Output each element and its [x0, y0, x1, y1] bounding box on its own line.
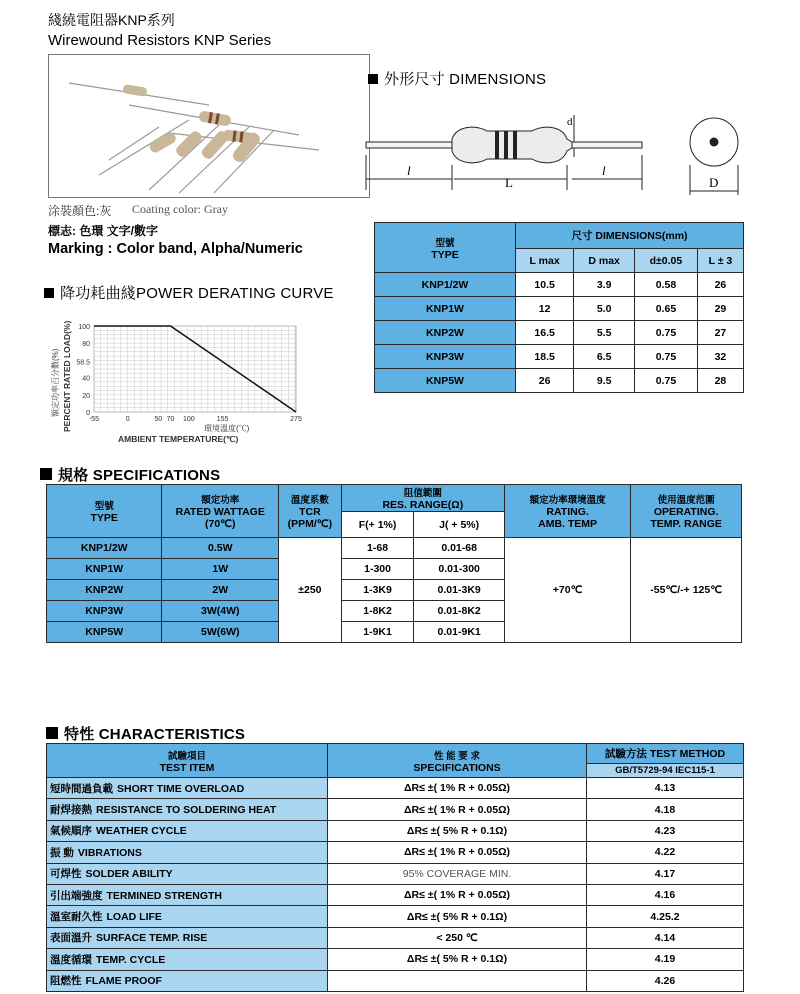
char-item-en: VIBRATIONS	[77, 846, 142, 859]
y-tick-label: 20	[82, 392, 90, 400]
char-item-cn: 表面溫升	[50, 932, 92, 945]
dim-cell: 10.5	[516, 273, 574, 297]
dim-cell: 16.5	[516, 321, 574, 345]
title-en: Wirewound Resistors KNP Series	[48, 32, 272, 49]
char-item-en: SHORT TIME OVERLOAD	[117, 782, 245, 795]
y-tick-label: 40	[82, 375, 90, 383]
table-row	[47, 927, 744, 948]
dim-type-header: 型號 TYPE	[375, 223, 516, 273]
table-row	[375, 345, 744, 369]
char-item-cn: 氣候順序	[50, 825, 92, 838]
bullet-square-icon	[40, 468, 52, 480]
bullet-square-icon	[44, 288, 54, 298]
char-item-en: RESISTANCE TO SOLDERING HEAT	[96, 804, 277, 817]
char-item-cell	[47, 820, 328, 841]
table-row	[47, 949, 744, 970]
dim-cell: 0.75	[635, 321, 698, 345]
x-tick-label: 155	[216, 416, 229, 423]
spec-operating-header: 使用溫度范圍 OPERATING. TEMP. RANGE	[631, 485, 742, 538]
spec-tcr-header: 溫度系數 TCR (PPM/℃)	[279, 485, 342, 538]
marking-en: Marking : Color band, Alpha/Numeric	[48, 241, 303, 257]
table-row	[375, 369, 744, 393]
char-item-cell	[47, 842, 328, 863]
char-method-cell: 4.26	[587, 970, 744, 991]
char-item-cell	[47, 927, 328, 948]
dim-dims-header: 尺寸 DIMENSIONS(mm)	[516, 223, 744, 249]
dim-cell: 26	[516, 369, 574, 393]
dim-type-cell: KNP2W	[375, 321, 516, 345]
coating-cn: 涂裝顏色:灰	[48, 204, 112, 218]
spec-type-header: 型號 TYPE	[47, 485, 162, 538]
char-method-header: 試驗方法 TEST METHOD	[587, 744, 744, 764]
x-axis-label: AMBIENT TEMPERATURE(℃)	[118, 434, 239, 444]
char-item-en: TERMINED STRENGTH	[106, 889, 222, 902]
char-item-cn: 耐焊接熱	[50, 804, 92, 817]
char-item-cell	[47, 863, 328, 884]
dim-cell: 28	[697, 369, 743, 393]
char-spec-cell: ΔR≤ ±( 1% R + 0.05Ω)	[328, 778, 587, 799]
dimension-drawing	[362, 95, 752, 215]
char-item-cell	[47, 884, 328, 905]
x-axis-label-cn: 環境溫度(℃)	[204, 424, 250, 433]
char-item-cell	[47, 799, 328, 820]
marking-cn: 標志: 色環 文字/數字	[48, 224, 158, 238]
x-tick-label: -55	[88, 416, 100, 423]
char-item-cn: 溫度循環	[50, 953, 92, 966]
spec-watt-cell: 2W	[162, 580, 279, 601]
char-method-cell: 4.18	[587, 799, 744, 820]
table-row	[47, 778, 744, 799]
dim-cell: 0.58	[635, 273, 698, 297]
specs-heading: 規格 SPECIFICATIONS	[40, 464, 220, 485]
x-tick-label: 275	[290, 416, 302, 423]
spec-watt-cell: 3W(4W)	[162, 601, 279, 622]
spec-type-cell: KNP3W	[47, 601, 162, 622]
char-spec-cell: ΔR≤ ±( 5% R + 0.1Ω)	[328, 949, 587, 970]
spec-type-cell: KNP5W	[47, 622, 162, 643]
dim-L: L	[505, 175, 513, 190]
dim-D: D	[709, 175, 719, 190]
table-row	[375, 321, 744, 345]
dim-l-right: l	[602, 163, 606, 178]
char-item-cell	[47, 970, 328, 991]
table-row	[47, 884, 744, 905]
dim-cell: 12	[516, 297, 574, 321]
dim-cell: 0.65	[635, 297, 698, 321]
char-method-cell: 4.22	[587, 842, 744, 863]
spec-type-cell: KNP1/2W	[47, 538, 162, 559]
char-item-en: FLAME PROOF	[85, 975, 162, 988]
dim-type-cell: KNP5W	[375, 369, 516, 393]
char-item-en: LOAD LIFE	[106, 911, 162, 924]
char-spec-header: 性 能 要 求 SPECIFICATIONS	[328, 744, 587, 778]
y-tick-label: 100	[78, 324, 90, 331]
x-tick-label: 70	[166, 416, 175, 423]
coating-en: Coating color: Gray	[132, 202, 228, 216]
dim-cell: 27	[697, 321, 743, 345]
dim-d: d	[567, 116, 573, 128]
char-method-cell: 4.23	[587, 820, 744, 841]
title-cn: 綫繞電阻器KNP系列	[48, 12, 175, 28]
char-item-cn: 阻燃性	[50, 975, 82, 988]
char-item-en: WEATHER CYCLE	[96, 825, 187, 838]
resistors-illustration	[49, 55, 369, 197]
char-spec-cell: ΔR≤ ±( 5% R + 0.1Ω)	[328, 906, 587, 927]
dim-col-header: L ± 3	[697, 249, 743, 273]
dim-cell: 26	[697, 273, 743, 297]
spec-wattage-header: 額定功率 RATED WATTAGE (70℃)	[162, 485, 279, 538]
y-tick-label: 80	[82, 341, 90, 349]
table-row	[47, 842, 744, 863]
spec-type-cell: KNP2W	[47, 580, 162, 601]
char-method-cell: 4.16	[587, 884, 744, 905]
dim-col-header: d±0.05	[635, 249, 698, 273]
char-item-cell	[47, 949, 328, 970]
spec-operating-cell: -55℃/-+ 125℃	[631, 538, 742, 643]
char-spec-cell: < 250 ℃	[328, 927, 587, 948]
char-spec-cell: 95% COVERAGE MIN.	[328, 863, 587, 884]
spec-rating-cell: +70℃	[504, 538, 630, 643]
derating-chart	[44, 302, 344, 450]
spec-f-cell: 1-300	[341, 559, 414, 580]
spec-f-cell: 1-68	[341, 538, 414, 559]
table-row	[47, 970, 744, 991]
char-item-header: 試驗項目 TEST ITEM	[47, 744, 328, 778]
char-item-cell	[47, 906, 328, 927]
spec-watt-cell: 5W(6W)	[162, 622, 279, 643]
dim-cell: 9.5	[574, 369, 635, 393]
char-method-std: GB/T5729-94 IEC115-1	[587, 764, 744, 778]
char-item-cn: 溫室耐久性	[50, 911, 103, 924]
y-tick-label: 0	[86, 410, 90, 417]
spec-j-cell: 0.01-8K2	[414, 601, 505, 622]
char-method-cell: 4.25.2	[587, 906, 744, 927]
dim-cell: 5.0	[574, 297, 635, 321]
spec-f-cell: 1-3K9	[341, 580, 414, 601]
spec-rating-header: 額定功率環境溫度 RATING. AMB. TEMP	[504, 485, 630, 538]
dim-cell: 18.5	[516, 345, 574, 369]
x-tick-label: 50	[154, 416, 163, 423]
char-spec-cell: ΔR≤ ±( 1% R + 0.05Ω)	[328, 842, 587, 863]
char-item-cn: 可焊性	[50, 868, 82, 881]
specs-table	[46, 484, 742, 643]
spec-f-cell: 1-9K1	[341, 622, 414, 643]
dimensions-table	[374, 222, 744, 393]
char-spec-cell: ΔR≤ ±( 1% R + 0.05Ω)	[328, 799, 587, 820]
dim-cell: 0.75	[635, 345, 698, 369]
spec-tcr-cell: ±250	[279, 538, 342, 643]
char-spec-cell: ΔR≤ ±( 1% R + 0.05Ω)	[328, 884, 587, 905]
dim-type-cell: KNP3W	[375, 345, 516, 369]
bullet-square-icon	[368, 74, 378, 84]
dim-cell: 0.75	[635, 369, 698, 393]
y-axis-label-cn: 額定功率百分數(%)	[51, 348, 60, 417]
dim-col-header: L max	[516, 249, 574, 273]
spec-j-cell: 0.01-68	[414, 538, 505, 559]
table-row	[47, 799, 744, 820]
spec-range-header: 阻值範圍 RES. RANGE(Ω)	[341, 485, 504, 512]
spec-watt-cell: 0.5W	[162, 538, 279, 559]
spec-type-cell: KNP1W	[47, 559, 162, 580]
dim-cell: 6.5	[574, 345, 635, 369]
y-tick-label: 58.5	[76, 359, 90, 367]
char-item-cn: 短時間過負載	[50, 782, 113, 795]
char-item-en: SURFACE TEMP. RISE	[96, 932, 208, 945]
char-item-en: SOLDER ABILITY	[85, 868, 173, 881]
table-row	[375, 273, 744, 297]
spec-watt-cell: 1W	[162, 559, 279, 580]
char-spec-cell: ΔR≤ ±( 5% R + 0.1Ω)	[328, 820, 587, 841]
dim-cell: 32	[697, 345, 743, 369]
spec-j-cell: 0.01-300	[414, 559, 505, 580]
dim-cell: 5.5	[574, 321, 635, 345]
dim-col-header: D max	[574, 249, 635, 273]
table-row	[47, 863, 744, 884]
char-method-cell: 4.17	[587, 863, 744, 884]
dim-l-left: l	[407, 163, 411, 178]
dim-type-cell: KNP1W	[375, 297, 516, 321]
characteristics-table	[46, 743, 744, 992]
x-tick-label: 100	[183, 416, 195, 423]
dim-cell: 29	[697, 297, 743, 321]
bullet-square-icon	[46, 727, 58, 739]
char-method-cell: 4.13	[587, 778, 744, 799]
char-item-cell	[47, 778, 328, 799]
y-axis-label: PERCENT RATED LOAD(%)	[62, 320, 72, 432]
table-row	[47, 820, 744, 841]
char-item-cn: 引出端強度	[50, 889, 103, 902]
char-item-cn: 振 動	[50, 846, 74, 859]
table-row	[375, 297, 744, 321]
spec-j-cell: 0.01-3K9	[414, 580, 505, 601]
derating-heading: 降功耗曲綫POWER DERATING CURVE	[44, 282, 334, 303]
char-method-cell: 4.14	[587, 927, 744, 948]
char-item-en: TEMP. CYCLE	[96, 953, 166, 966]
spec-f-header: F(+ 1%)	[341, 512, 414, 538]
spec-j-header: J( + 5%)	[414, 512, 505, 538]
table-row	[47, 538, 742, 559]
characteristics-heading: 特性 CHARACTERISTICS	[46, 723, 245, 744]
spec-f-cell: 1-8K2	[341, 601, 414, 622]
char-spec-cell	[328, 970, 587, 991]
char-method-cell: 4.19	[587, 949, 744, 970]
product-photo	[48, 54, 370, 198]
dim-cell: 3.9	[574, 273, 635, 297]
spec-j-cell: 0.01-9K1	[414, 622, 505, 643]
dimensions-heading: 外形尺寸 DIMENSIONS	[368, 68, 546, 89]
table-row	[47, 906, 744, 927]
x-tick-label: 0	[125, 416, 130, 423]
dim-type-cell: KNP1/2W	[375, 273, 516, 297]
